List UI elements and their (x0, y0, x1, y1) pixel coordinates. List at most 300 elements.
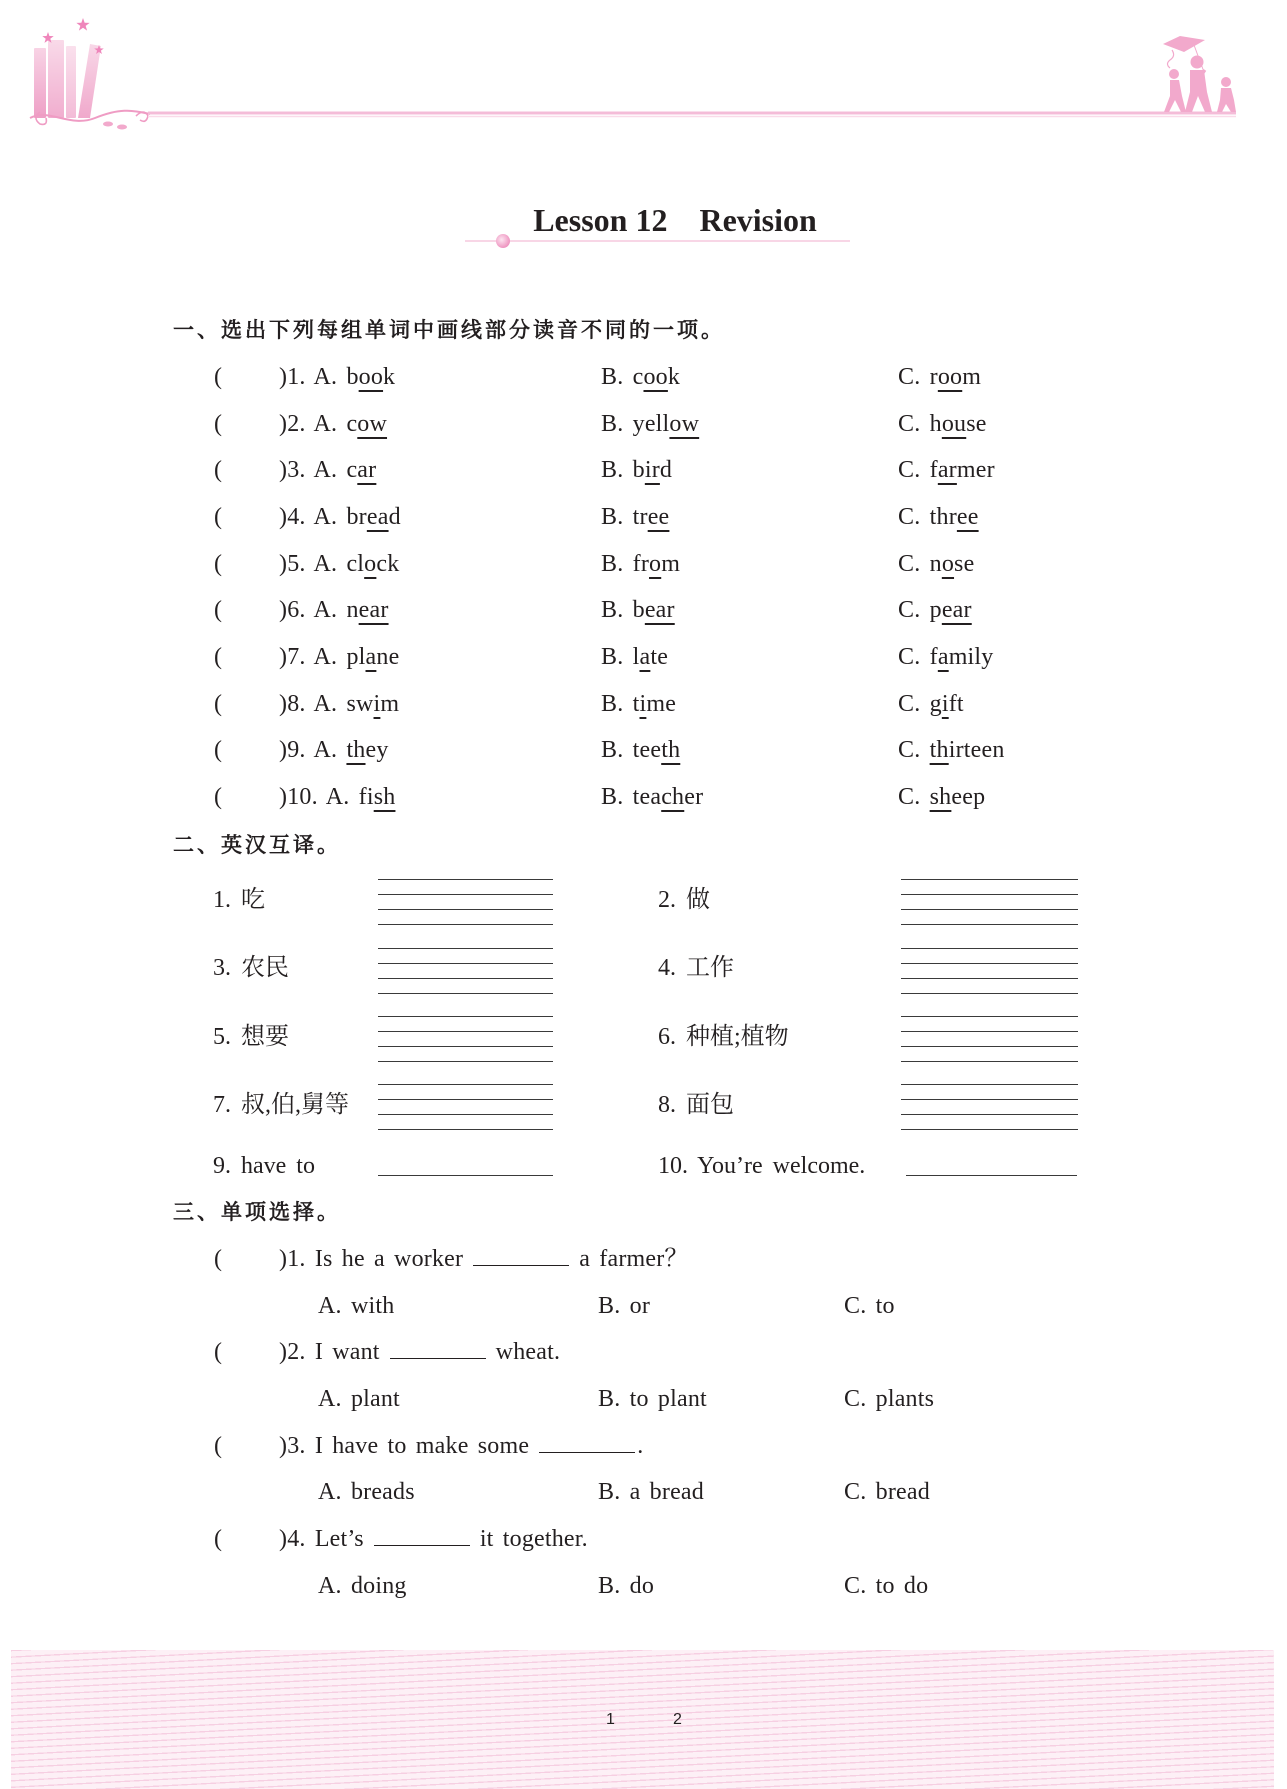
option-word (346, 597, 388, 623)
underlined-letters: a (937, 643, 949, 670)
translation-item (213, 1150, 315, 1182)
option-word (633, 457, 672, 483)
phonics-row (0, 447, 1287, 494)
writing-grid-4-lines (378, 1016, 553, 1062)
option-c-group (898, 727, 1005, 774)
option-letter: C. (898, 364, 921, 390)
option-letter: C. (898, 783, 921, 810)
option-letter: A. (325, 783, 350, 810)
option-a (318, 1376, 400, 1423)
word-part: se (954, 550, 975, 577)
option-word (633, 737, 681, 763)
option-word (346, 691, 399, 717)
footer-wave-pattern (11, 1650, 1274, 1789)
word-part: l (632, 643, 640, 670)
word-part: sw (346, 690, 374, 717)
item-number: 6. (658, 1024, 676, 1050)
option-c-group (898, 774, 985, 821)
option-letter: C. (844, 1572, 867, 1599)
answer-line (378, 1175, 553, 1176)
option-word (359, 784, 396, 810)
star-icon (76, 18, 89, 31)
item-text: 工作 (686, 955, 734, 981)
option-text: doing (350, 1572, 407, 1599)
word-part: pl (346, 643, 366, 670)
option-letter: B. (598, 1479, 621, 1506)
section-translation (0, 821, 1287, 869)
item-text: 种植;植物 (686, 1024, 789, 1050)
option-letter: C. (898, 550, 921, 577)
answer-paren-close: ) (279, 737, 288, 764)
word-part: tea (632, 783, 662, 810)
word-part: yell (632, 410, 670, 437)
question-number: 4. (287, 1525, 306, 1552)
item-number: 5. (213, 1024, 231, 1050)
option-word (633, 364, 680, 390)
word-part: k (667, 364, 681, 390)
option-c-group (898, 354, 981, 401)
phonics-row (0, 774, 1287, 821)
underlined-letters: sh (929, 783, 952, 810)
word-part: r (929, 364, 938, 390)
underlined-letters: i (639, 690, 647, 717)
underlined-letters: ee (647, 503, 670, 530)
child-body (1164, 80, 1186, 112)
underlined-letters: o (364, 550, 377, 577)
question-stem (279, 1516, 588, 1563)
option-word (633, 411, 700, 437)
option-letter: B. (601, 643, 624, 670)
word-part: b (632, 597, 645, 624)
word-part: g (929, 690, 942, 717)
word-part: ck (376, 550, 400, 577)
underlined-letters: ar (357, 457, 377, 484)
writing-grid-4-lines (378, 948, 553, 994)
underlined-letters: ea (366, 503, 389, 530)
underlined-letters: o (941, 550, 955, 577)
option-text: or (629, 1292, 651, 1319)
word-part: tee (632, 737, 662, 764)
option-letter: A. (313, 503, 338, 530)
option-b-group (601, 727, 680, 774)
option-word (633, 691, 676, 717)
option-word (930, 364, 981, 390)
underlined-letters: th (661, 737, 681, 764)
question-stem (279, 1236, 689, 1283)
option-text: plants (875, 1385, 935, 1412)
word-part: tr (632, 503, 648, 530)
leaning-book (78, 44, 101, 118)
item-text: have to (241, 1153, 315, 1179)
answer-paren-open: ( (214, 457, 223, 484)
option-c-group (898, 447, 995, 494)
option-letter: A. (313, 410, 338, 437)
translation-item (658, 1150, 865, 1182)
answer-paren-close: ) (279, 364, 288, 390)
word-part: b (632, 457, 645, 484)
option-word (346, 457, 376, 483)
question-stem (279, 1423, 643, 1470)
option-letter: B. (601, 503, 624, 530)
choice-question-row (0, 1329, 1287, 1376)
choice-options-row (0, 1469, 1287, 1516)
option-letter: B. (598, 1385, 621, 1412)
underlined-letters: ir (644, 457, 660, 484)
item-text: You’re welcome. (697, 1153, 866, 1179)
answer-paren-open: ( (214, 1339, 223, 1366)
option-text: to (875, 1292, 895, 1319)
phonics-row (0, 681, 1287, 728)
writing-grid-4-lines (901, 1016, 1078, 1062)
word-part: b (346, 364, 359, 390)
option-a-group (279, 634, 399, 681)
section-phonics (0, 306, 1287, 821)
option-a-group (279, 447, 376, 494)
option-c-group (898, 587, 972, 634)
translation-item (658, 884, 710, 916)
option-word (633, 551, 680, 577)
writing-grid-4-lines (901, 1084, 1078, 1130)
translation-item (213, 1021, 289, 1053)
word-part: h (929, 410, 942, 437)
question-stem (279, 1329, 560, 1376)
underlined-letters: oo (358, 364, 384, 390)
option-b-group (601, 354, 680, 401)
word-part: d (388, 503, 401, 530)
answer-paren-close: ) (279, 503, 288, 530)
option-letter: B. (601, 457, 624, 484)
kite-tail (1168, 50, 1174, 68)
phonics-row (0, 541, 1287, 588)
answer-blank (390, 1358, 486, 1359)
word-part: c (346, 457, 358, 484)
answer-paren-open: ( (214, 737, 223, 764)
answer-paren-open: ( (214, 550, 223, 577)
child-body (1185, 70, 1212, 112)
translation-item (213, 1089, 349, 1121)
translation-item (658, 1089, 734, 1121)
child-arm (1203, 70, 1205, 73)
answer-blank (539, 1452, 635, 1453)
book-spine (66, 46, 76, 118)
underlined-letters: th (346, 737, 366, 764)
option-letter: B. (601, 364, 624, 390)
word-part: ne (376, 643, 400, 670)
word-part: k (383, 364, 396, 390)
writing-grid-4-lines (901, 879, 1078, 925)
answer-blank (374, 1545, 470, 1546)
leaf (117, 125, 127, 130)
choice-question-row (0, 1423, 1287, 1470)
child-head (1191, 56, 1204, 69)
question-number: 10. (287, 783, 318, 810)
word-part: mily (948, 643, 994, 670)
section2-heading: 二、英汉互译。 (173, 833, 341, 857)
kids-with-kite-silhouette (1163, 36, 1236, 112)
stem-before: Is he a worker (314, 1246, 464, 1272)
word-part: c (632, 364, 644, 390)
option-a-group (279, 727, 389, 774)
answer-paren-close: ) (279, 410, 288, 437)
answer-paren-close: ) (279, 690, 288, 717)
option-text: a bread (629, 1479, 704, 1506)
choice-question-row (0, 1236, 1287, 1283)
option-letter: C. (898, 503, 921, 530)
option-letter: B. (601, 597, 624, 624)
item-number: 7. (213, 1092, 231, 1118)
stem-before: I have to make some (314, 1432, 530, 1459)
option-a-group (279, 587, 389, 634)
book-spine (34, 48, 46, 118)
option-word (633, 504, 670, 530)
option-letter: A. (313, 457, 338, 484)
answer-paren-close: ) (279, 1432, 288, 1459)
underlined-letters: sh (373, 783, 396, 810)
stem-before: I want (314, 1339, 380, 1366)
phonics-row (0, 354, 1287, 401)
option-c-group (898, 494, 979, 541)
answer-paren-close: ) (279, 1246, 288, 1272)
phonics-rows (0, 354, 1287, 821)
translation-item (213, 952, 289, 984)
translation-item (658, 1021, 789, 1053)
item-text: 吃 (241, 887, 265, 913)
option-letter: A. (313, 550, 338, 577)
underlined-letters: ee (956, 503, 979, 530)
option-letter: A. (313, 643, 338, 670)
option-letter: A. (318, 1385, 342, 1412)
child-body (1217, 88, 1236, 112)
option-letter: C. (898, 690, 921, 717)
phonics-row (0, 587, 1287, 634)
option-b-group (601, 447, 672, 494)
item-text: 叔,伯,舅等 (241, 1092, 349, 1118)
item-number: 10. (658, 1153, 688, 1179)
answer-paren-open: ( (214, 690, 223, 717)
question-number: 2. (287, 410, 306, 437)
phonics-row (0, 634, 1287, 681)
answer-paren-open: ( (214, 597, 223, 624)
stem-after: . (637, 1432, 644, 1459)
option-b-group (601, 541, 680, 588)
option-word (346, 364, 395, 390)
option-word (346, 504, 400, 530)
option-word (930, 644, 994, 670)
option-b (598, 1469, 704, 1516)
option-letter: A. (313, 364, 338, 390)
word-part: eep (951, 783, 986, 810)
option-letter: C. (844, 1292, 867, 1319)
option-word (930, 597, 972, 623)
answer-blank (473, 1265, 569, 1266)
option-c (844, 1563, 928, 1610)
answer-paren-close: ) (279, 457, 288, 484)
phonics-row (0, 727, 1287, 774)
title-underline (455, 228, 855, 254)
phonics-row (0, 401, 1287, 448)
option-word (633, 644, 668, 670)
option-b-group (601, 681, 676, 728)
option-letter: A. (313, 597, 338, 624)
option-letter: B. (601, 410, 624, 437)
option-c-group (898, 634, 994, 681)
word-part: thr (929, 503, 957, 530)
option-letter: B. (601, 550, 624, 577)
underlined-letters: oo (643, 364, 668, 390)
option-a-group (279, 681, 399, 728)
question-number: 9. (287, 737, 306, 764)
underlined-letters: ear (941, 597, 972, 624)
option-c-group (898, 401, 987, 448)
option-letter: C. (844, 1479, 867, 1506)
answer-paren-open: ( (214, 643, 223, 670)
question-number: 3. (287, 457, 306, 484)
title-rule-dot (496, 234, 510, 248)
word-part: m (661, 550, 681, 577)
option-word (930, 784, 986, 810)
header-rule (148, 113, 1236, 117)
answer-paren-open: ( (214, 503, 223, 530)
item-number: 2. (658, 887, 676, 913)
word-part: f (929, 457, 938, 484)
underlined-letters: ow (357, 410, 388, 437)
option-letter: C. (844, 1385, 867, 1412)
word-part: ft (948, 690, 964, 717)
section3-heading: 三、单项选择。 (173, 1200, 341, 1224)
option-a-group (279, 494, 401, 541)
option-text: breads (350, 1479, 415, 1506)
question-number: 6. (287, 597, 306, 624)
option-letter: C. (898, 597, 921, 624)
underlined-letters: i (373, 690, 381, 717)
word-part: n (929, 550, 942, 577)
option-word (633, 597, 675, 623)
option-letter: C. (898, 643, 921, 670)
underlined-letters: ear (358, 597, 389, 624)
underlined-letters: ear (644, 597, 675, 624)
question-number: 7. (287, 643, 306, 670)
option-a (318, 1283, 394, 1330)
page-number-right: 2 (673, 1711, 682, 1728)
phonics-row (0, 494, 1287, 541)
word-part: se (966, 410, 987, 437)
choice-rows (0, 1236, 1287, 1609)
answer-paren-close: ) (279, 643, 288, 670)
question-number: 3. (287, 1432, 306, 1459)
writing-grid-4-lines (378, 879, 553, 925)
option-c-group (898, 541, 974, 588)
option-word (346, 737, 388, 763)
word-part: fi (358, 783, 374, 810)
item-number: 4. (658, 955, 676, 981)
choice-options-row (0, 1283, 1287, 1330)
underlined-letters: ar (937, 457, 957, 484)
answer-paren-close: ) (279, 1339, 288, 1366)
option-c-group (898, 681, 964, 728)
answer-paren-close: ) (279, 783, 288, 810)
option-c (844, 1469, 930, 1516)
question-number: 1. (287, 1246, 306, 1272)
answer-paren-close: ) (279, 550, 288, 577)
answer-paren-open: ( (214, 410, 223, 437)
option-letter: C. (898, 737, 921, 764)
word-part: ey (365, 737, 389, 764)
underlined-letters: i (941, 690, 949, 717)
option-a-group (279, 401, 387, 448)
option-text: plant (350, 1385, 400, 1412)
option-letter: B. (601, 783, 624, 810)
option-b-group (601, 401, 699, 448)
underlined-letters: a (365, 643, 377, 670)
word-part: d (659, 457, 673, 484)
stem-after: wheat. (495, 1339, 561, 1366)
option-letter: A. (318, 1479, 342, 1506)
word-part: n (346, 597, 359, 624)
option-b-group (601, 634, 668, 681)
answer-paren-open: ( (214, 1246, 223, 1272)
section-multiple-choice (0, 1188, 1287, 1609)
word-part: me (646, 690, 677, 717)
question-number: 8. (287, 690, 306, 717)
option-word (930, 551, 975, 577)
answer-paren-open: ( (214, 783, 223, 810)
translation-item (658, 952, 734, 984)
choice-question-row (0, 1516, 1287, 1563)
word-part: f (929, 643, 938, 670)
page-number-left: 1 (606, 1711, 615, 1728)
item-text: 农民 (241, 955, 289, 981)
option-letter: A. (318, 1292, 342, 1319)
choice-options-row (0, 1563, 1287, 1610)
word-part: mer (956, 457, 995, 484)
books-logo (30, 18, 150, 130)
option-c (844, 1376, 934, 1423)
word-part: cl (346, 550, 365, 577)
option-word (346, 644, 399, 670)
option-letter: B. (598, 1572, 621, 1599)
item-number: 3. (213, 955, 231, 981)
word-part: fr (632, 550, 650, 577)
question-number: 5. (287, 550, 306, 577)
option-b-group (601, 587, 675, 634)
option-a-group (279, 774, 395, 821)
option-text: do (629, 1572, 655, 1599)
underlined-letters: ow (669, 410, 700, 437)
item-text: 面包 (686, 1092, 734, 1118)
option-letter: A. (318, 1572, 342, 1599)
option-letter: A. (313, 690, 338, 717)
item-text: 做 (686, 887, 710, 913)
answer-paren-close: ) (279, 597, 288, 624)
option-c (844, 1283, 895, 1330)
option-a-group (279, 541, 399, 588)
question-number: 1. (287, 364, 306, 390)
option-letter: C. (898, 410, 921, 437)
option-word (930, 457, 995, 483)
question-number: 2. (287, 1339, 306, 1366)
stem-after: it together. (479, 1525, 588, 1552)
word-part: irteen (948, 737, 1005, 764)
answer-paren-open: ( (214, 1525, 223, 1552)
child-head (1221, 77, 1231, 87)
stem-before: Let’s (314, 1525, 364, 1552)
page-title: Lesson 12 Revision (533, 202, 817, 238)
word-part: te (650, 643, 669, 670)
option-letter: B. (598, 1292, 621, 1319)
option-letter: B. (601, 690, 624, 717)
word-part: br (346, 503, 367, 530)
writing-grid-4-lines (901, 948, 1078, 994)
